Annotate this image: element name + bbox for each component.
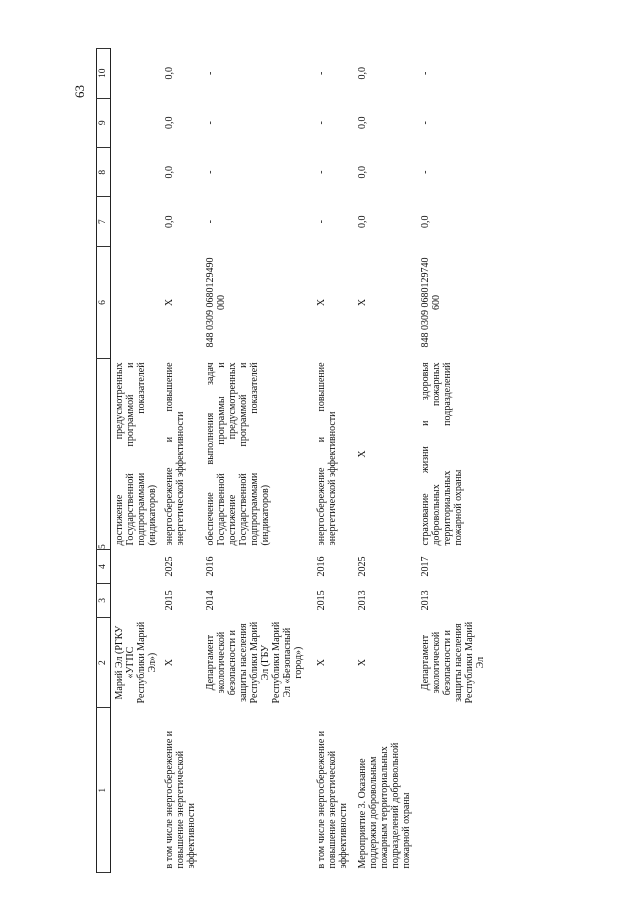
value-cell: 0,0 (164, 116, 175, 130)
budget-code-cell (111, 246, 161, 358)
value-cell (111, 148, 161, 197)
value-cell: - (316, 170, 327, 174)
executor-cell: Департамент экологической безопасности и защиты населения Республики Марий Эл (420, 621, 486, 704)
activity-cell: Мероприятие 3. Оказание поддержки добровольным пожарным территориальных подразделений добровольной пожарной охраны (357, 742, 412, 869)
budget-code-cell: 848 0309 0680129490 000 (205, 257, 227, 348)
start-year-cell: 2015 (164, 590, 175, 611)
table-row (306, 49, 351, 873)
column-header: 8 (97, 148, 111, 197)
value-cell: - (205, 71, 216, 75)
value-cell: 0,0 (357, 116, 368, 130)
column-header: 7 (97, 197, 111, 246)
value-cell: - (205, 170, 216, 174)
value-cell: 0,0 (164, 165, 175, 179)
value-cell (111, 197, 161, 246)
start-year-cell: 2014 (205, 590, 216, 611)
start-year-cell: 2013 (420, 590, 431, 611)
executor-cell: X (164, 659, 175, 667)
value-cell: 0,0 (357, 215, 368, 228)
executor-cell: Марий Эл (РГКУ «УГПС Республики Марий Эл») (114, 621, 158, 704)
value-cell: - (316, 220, 327, 224)
result-cell: энергосбережение и повышение энергетической эффективности (316, 362, 338, 546)
value-cell: 0,0 (420, 215, 431, 228)
end-year-cell (111, 550, 161, 584)
value-cell (111, 49, 161, 99)
budget-code-cell: X (357, 298, 368, 307)
result-cell: X (357, 450, 368, 458)
column-header: 4 (97, 550, 111, 584)
column-header: 10 (97, 49, 111, 99)
column-header: 2 (97, 617, 111, 708)
table-row (414, 49, 488, 873)
program-table (96, 48, 488, 873)
column-header: 9 (97, 98, 111, 147)
activity-cell (199, 708, 306, 873)
activity-cell: в том числе энергосбережение и повышение энергетической эффективности (164, 730, 197, 869)
value-cell: 0,0 (164, 215, 175, 228)
table-row (111, 49, 161, 873)
value-cell: 0,0 (357, 67, 368, 80)
result-cell: обеспечение выполнения задач Государственной программы и достижение предусмотренных Государственной программой и подпрограммами показателей (индикаторов) (205, 362, 271, 546)
table-row (199, 49, 306, 873)
table-row (351, 49, 414, 873)
column-header: 3 (97, 583, 111, 617)
page-number: 63 (72, 85, 87, 98)
column-header: 6 (97, 246, 111, 358)
end-year-cell: 2025 (164, 556, 175, 577)
value-cell: - (420, 170, 431, 174)
end-year-cell: 2016 (205, 556, 216, 577)
value-cell: - (316, 71, 327, 75)
value-cell: 0,0 (357, 165, 368, 179)
budget-code-cell: 848 0309 0680129740 600 (420, 257, 442, 348)
column-header: 1 (97, 708, 111, 873)
result-cell: энергосбережение и повышение энергетической эффективности (164, 362, 186, 546)
executor-cell: X (316, 659, 327, 667)
value-cell: - (420, 71, 431, 75)
start-year-cell: 2013 (357, 590, 368, 611)
activity-cell (111, 708, 161, 873)
start-year-cell: 2015 (316, 590, 327, 611)
end-year-cell: 2025 (357, 556, 368, 577)
budget-code-cell: X (316, 298, 327, 307)
value-cell: - (316, 121, 327, 125)
budget-code-cell: X (164, 298, 175, 307)
column-header: 5 (97, 358, 111, 549)
value-cell: - (205, 121, 216, 125)
value-cell: - (205, 220, 216, 224)
column-number-row (97, 49, 111, 873)
activity-cell (414, 708, 488, 873)
value-cell: 0,0 (164, 67, 175, 80)
value-cell (111, 98, 161, 147)
result-cell: достижение предусмотренных Государственной программой и подпрограммами показателей (индикаторов) (114, 362, 158, 546)
end-year-cell: 2017 (420, 556, 431, 577)
executor-cell: X (357, 659, 368, 667)
activity-cell: в том числе энергосбережение и повышение энергетической эффективности (316, 730, 349, 869)
end-year-cell: 2016 (316, 556, 327, 577)
result-cell: страхование жизни и здоровья добровольных пожарных территориальных подразделений пожарной охраны (420, 362, 464, 546)
executor-cell: Департамент экологической безопасности и защиты населения Республики Марий Эл (ГБУ Республики Марий Эл «Безопасный город») (205, 621, 304, 704)
table-row (160, 49, 199, 873)
value-cell: - (420, 121, 431, 125)
start-year-cell (111, 583, 161, 617)
